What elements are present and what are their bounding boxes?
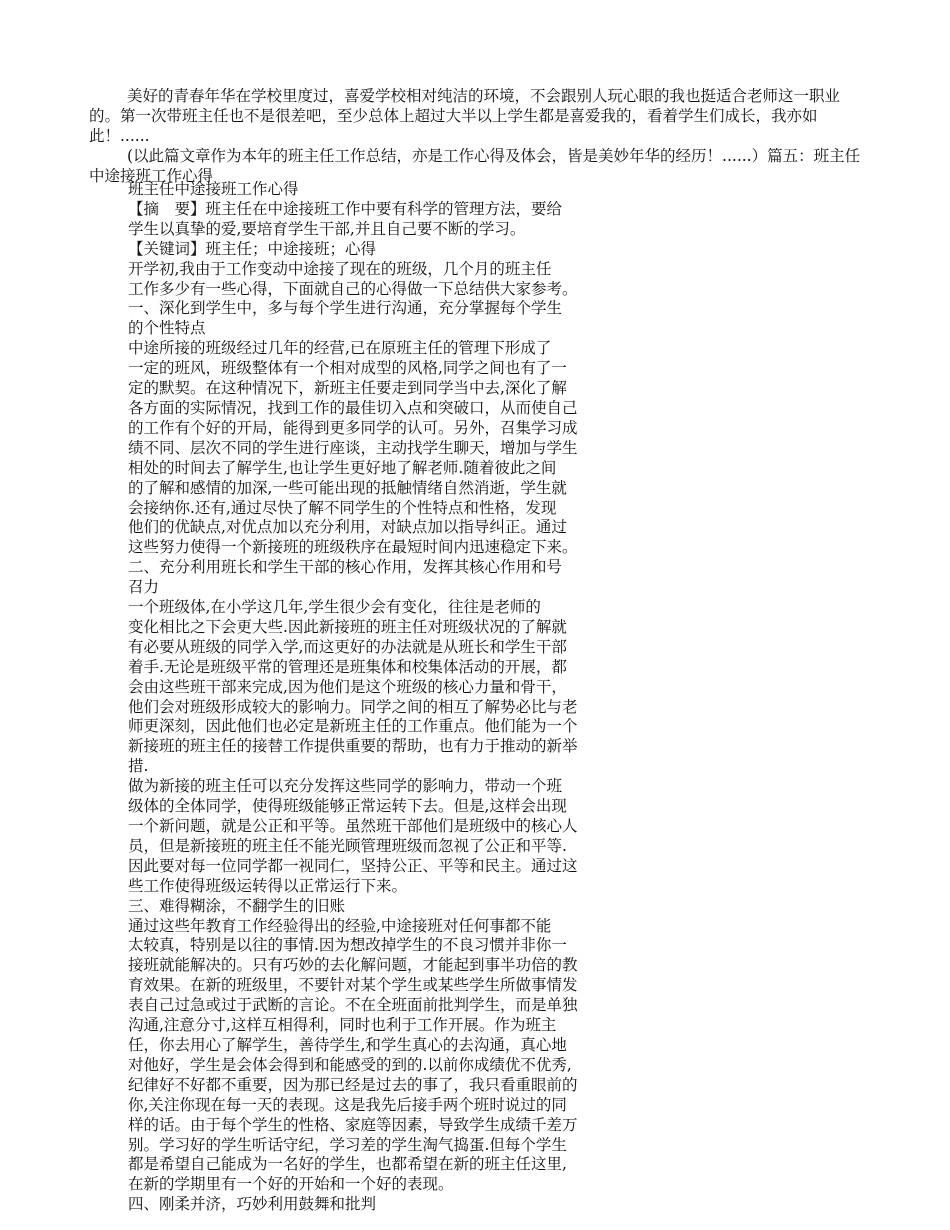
text-line: 别。学习好的学生听话守纪，学习差的学生淘气捣蛋.但每个学生 [128, 1135, 567, 1154]
intro-block [89, 86, 864, 186]
text-line: 他们的优缺点,对优点加以充分利用，对缺点加以指导纠正。通过 [128, 518, 567, 537]
text-line: 四、刚柔并济，巧妙利用鼓舞和批判 [128, 1195, 377, 1214]
text-line: 表自己过急或过于武断的言论。不在全班面前批判学生，而是单独 [128, 996, 578, 1015]
text-line: 级体的全体同学，使得班级能够正常运转下去。但是,这样会出现 [128, 797, 567, 816]
text-line: 会由这些班干部来完成,因为他们是这个班级的核心力量和骨干， [128, 677, 567, 696]
text-line: 一、深化到学生中，多与每个学生进行沟通，充分掌握每个学生 [128, 299, 563, 318]
text-line: 新接班的班主任的接替工作提供重要的帮助，也有力于推动的新举 [128, 737, 578, 756]
text-line: 的工作有个好的开局，能得到更多同学的认可。另外，召集学习成 [128, 418, 578, 437]
intro-paragraph: (以此篇文章作为本年的班主任工作总结，亦是工作心得及体会，皆是美妙年华的经历！......）篇五：班主任中途接班工作心得 [89, 147, 861, 185]
text-line: 的个性特点 [128, 319, 206, 338]
article-body [128, 180, 608, 1215]
text-line: 他们会对班级形成较大的影响力。同学之间的相互了解势必比与老 [128, 697, 578, 716]
text-line: 【关键词】班主任；中途接班；心得 [128, 239, 377, 258]
intro-paragraph: 美好的青春年华在学校里度过，喜爱学校相对纯洁的环境，不会跟别人玩心眼的我也挺适合老师这一职业的。第一次带班主任也不是很差吧，至少总体上超过大半以上学生都是喜爱我的，看着学生们成长，我亦如此！...... [89, 87, 841, 145]
text-line: 定的默契。在这种情况下，新班主任要走到同学当中去,深化了解 [128, 379, 567, 398]
text-line: 在新的学期里有一个好的开始和一个好的表现。 [128, 1175, 454, 1194]
text-line: 会接纳你.还有,通过尽快了解不同学生的个性特点和性格，发现 [128, 498, 557, 517]
text-line: 接班就能解决的。只有巧妙的去化解问题，才能起到事半功倍的教 [128, 956, 578, 975]
text-line: 着手.无论是班级平常的管理还是班集体和校集体活动的开展，都 [128, 657, 567, 676]
text-line: 这些努力使得一个新接班的班级秩序在最短时间内迅速稳定下来。 [128, 538, 578, 557]
text-line: 三、难得糊涂，不翻学生的旧账 [128, 896, 346, 915]
text-line: 纪律好不好都不重要，因为那已经是过去的事了，我只看重眼前的 [128, 1075, 578, 1094]
text-line: 【摘 要】班主任在中途接班工作中要有科学的管理方法，要给 [128, 199, 563, 218]
text-line: 对他好，学生是会体会得到和能感受的到的.以前你成绩优不优秀, [128, 1055, 572, 1074]
text-line: 一个新问题，就是公正和平等。虽然班干部他们是班级中的核心人 [128, 817, 578, 835]
text-line: 开学初,我由于工作变动中途接了现在的班级，几个月的班主任 [128, 259, 552, 278]
text-line: 有必要从班级的同学入学,而这更好的办法就是从班长和学生干部 [128, 637, 567, 656]
text-line: 你,关注你现在每一天的表现。这是我先后接手两个班时说过的同 [128, 1095, 567, 1114]
text-line: 都是希望自己能成为一名好的学生，也都希望在新的班主任这里, [128, 1155, 567, 1174]
text-line: 变化相比之下会更大些.因此新接班的班主任对班级状况的了解就 [128, 617, 567, 636]
text-line: 太较真，特别是以往的事情.因为想改掉学生的不良习惯并非你一 [128, 936, 567, 955]
text-line: 通过这些年教育工作经验得出的经验,中途接班对任何事都不能 [128, 916, 552, 935]
text-line: 中途所接的班级经过几年的经营,已在原班主任的管理下形成了 [128, 339, 552, 358]
text-line: 做为新接的班主任可以充分发挥这些同学的影响力，带动一个班 [128, 777, 563, 796]
text-line: 召力 [128, 578, 160, 597]
text-line: 一定的班风，班级整体有一个相对成型的风格,同学之间也有了一 [128, 359, 567, 378]
text-line: 育效果。在新的班级里，不要针对某个学生或某些学生所做事情发 [128, 976, 578, 995]
text-line: 样的话。由于每个学生的性格、家庭等因素，导致学生成绩千差万 [128, 1115, 578, 1134]
text-line: 二、充分利用班长和学生干部的核心作用，发挥其核心作用和号 [128, 558, 563, 577]
text-line: 班主任中途接班工作心得 [128, 180, 299, 198]
text-line: 一个班级体,在小学这几年,学生很少会有变化，往往是老师的 [128, 598, 541, 617]
text-line: 绩不同、层次不同的学生进行座谈，主动找学生聊天，增加与学生 [128, 438, 578, 457]
text-line: 学生以真挚的爱,要培育学生干部,并且自己要不断的学习。 [128, 219, 526, 238]
text-line: 员，但是新接班的班主任不能光顾管理班级而忽视了公正和平等. [128, 836, 567, 855]
text-line: 各方面的实际情况，找到工作的最佳切入点和突破口，从而使自己 [128, 398, 578, 417]
text-line: 措. [128, 757, 149, 776]
text-line: 相处的时间去了解学生,也让学生更好地了解老师.随着彼此之间 [128, 458, 557, 477]
text-line: 的了解和感情的加深,一些可能出现的抵触情绪自然消逝，学生就 [128, 478, 567, 497]
text-line: 因此要对每一位同学都一视同仁，坚持公正、平等和民主。通过这 [128, 856, 578, 875]
text-line: 沟通,注意分寸,这样互相得利，同时也利于工作开展。作为班主 [128, 1016, 557, 1035]
text-line: 些工作使得班级运转得以正常运行下来。 [128, 876, 408, 895]
text-line: 工作多少有一些心得，下面就自己的心得做一下总结供大家参考。 [128, 279, 578, 298]
text-line: 任，你去用心了解学生，善待学生,和学生真心的去沟通，真心地 [128, 1035, 567, 1054]
text-line: 师更深刻，因此他们也必定是新班主任的工作重点。他们能为一个 [128, 717, 578, 736]
